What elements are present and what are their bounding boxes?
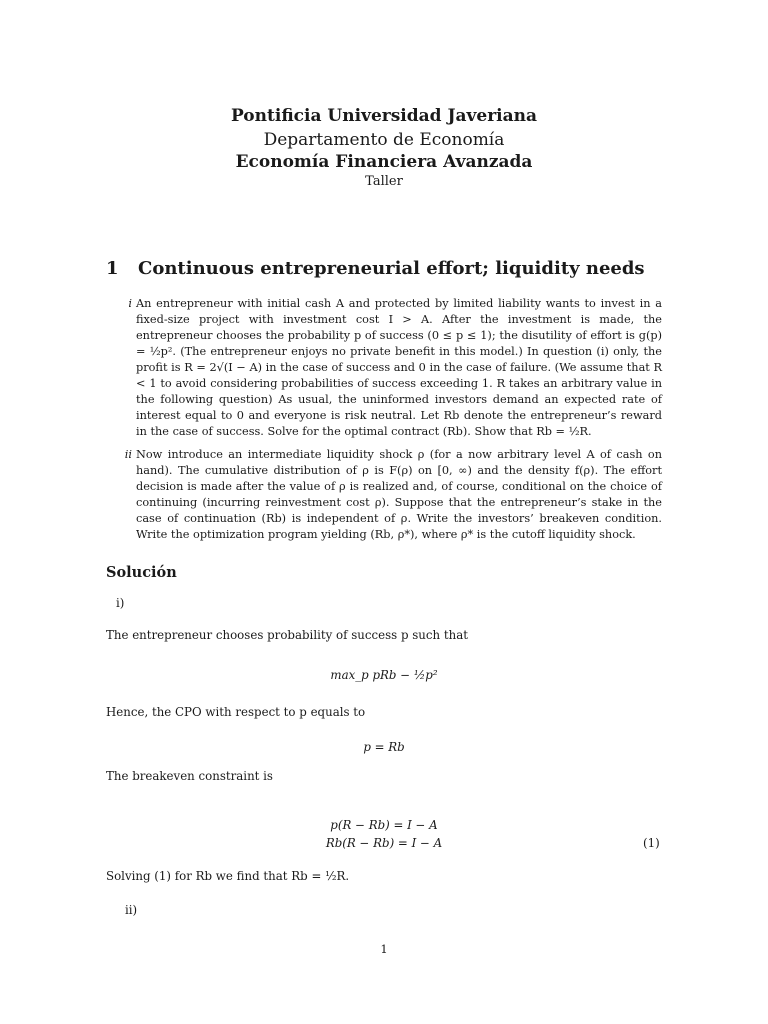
equation-breakeven-2: Rb(R − Rb) = I − A	[325, 836, 443, 850]
part-ii-label: ii)	[125, 903, 138, 917]
section-title: Continuous entrepreneurial effort; liquidity needs	[138, 258, 645, 279]
solution-heading: Solución	[106, 564, 177, 581]
section-heading	[106, 258, 645, 279]
solution-text-4: Solving (1) for Rb we find that Rb = ½R.	[106, 869, 350, 883]
university-title: Pontificia Universidad Javeriana	[230, 106, 538, 126]
question-label: i	[128, 297, 132, 310]
solution-text-3: The breakeven constraint is	[106, 769, 273, 783]
solution-text-1: The entrepreneur chooses probability of success p such that	[106, 628, 468, 642]
equation-number: (1)	[643, 836, 660, 850]
page-number: 1	[380, 942, 388, 956]
question-label: ii	[124, 448, 132, 461]
solution-text-2: Hence, the CPO with respect to p equals to	[106, 705, 366, 719]
question-ii	[124, 447, 662, 543]
section-number: 1	[106, 258, 119, 279]
course-title: Economía Financiera Avanzada	[235, 152, 533, 172]
equation-cpo: p = Rb	[363, 740, 405, 754]
question-text: Now introduce an intermediate liquidity shock ρ (for a now arbitrary level A of cash on hand). The cumulative distribution of ρ is F(ρ) on [0, ∞) and the density f(ρ). The effort decision is made after the value of ρ is realized and, of course, conditional on the choice of continuing (incurring reinvestment cost ρ). Suppose that the entrepreneur’s stake in the case of continuation (Rb) is independent of ρ. Write the investors’ breakeven condition. Write the optimization program yielding (Rb, ρ*), where ρ* is the cutoff liquidity shock.	[136, 448, 662, 541]
question-i	[128, 296, 662, 440]
document-subtitle: Taller	[365, 174, 403, 189]
department-title: Departamento de Economía	[263, 130, 505, 150]
equation-breakeven-1: p(R − Rb) = I − A	[330, 818, 438, 832]
part-i-label: i)	[116, 596, 125, 610]
question-text: An entrepreneur with initial cash A and protected by limited liability wants to invest in a fixed-size project with investment cost I > A. After the investment is made, the entrepreneur chooses the probability p of success (0 ≤ p ≤ 1); the disutility of effort is g(p) = ½p². (The entrepreneur enjoys no private benefit in this model.) In question (i) only, the profit is R = 2√(I − A) in the case of success and 0 in the case of failure. (We assume that R < 1 to avoid considering probabilities of success exceeding 1. R takes an arbitrary value in the following question) As usual, the uninformed investors demand an expected rate of interest equal to 0 and everyone is risk neutral. Let Rb denote the entrepreneur’s reward in the case of success. Solve for the optimal contract (Rb). Show that Rb = ½R.	[136, 297, 662, 438]
equation-max: max_p pRb − ½p²	[330, 668, 438, 682]
